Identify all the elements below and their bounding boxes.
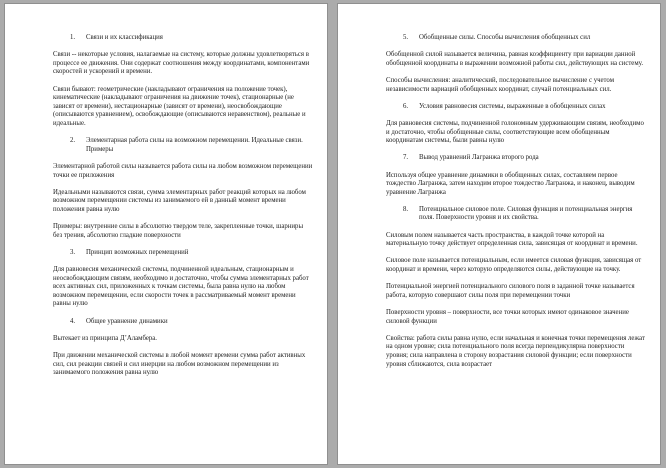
page-content [386,34,646,378]
section-heading [70,249,313,258]
paragraph: Для равновесия системы, подчиненной голономным удерживающим связям, необходимо и достаточно, чтобы обобщенные силы, соответствующие всем обобщенным координатам системы, были равны нулю [386,119,644,145]
heading-number: 2. [70,137,76,145]
heading-text: Элементарная работа силы на возможном перемещении. Идеальные связи. Примеры [86,137,303,153]
heading-text: Потенциальное силовое поле. Силовая функция и потенциальная энергия поля. Поверхности уровня и их свойства. [419,205,633,222]
heading-number: 5. [403,34,409,41]
heading-number: 7. [403,154,409,162]
paragraph: Поверхности уровня – поверхности, все точки которых имеют одинаковое значение силовой функции [386,309,629,325]
paragraph: Силовое поле называется потенциальным, если имеется силовая функция, зависящая от координат и времени, через которую определяются силы, действующие на точку. [386,257,642,274]
paragraph: Используя общее уравнение динамики в обобщенных силах, составляем первое тождество Лагранжа, затем находим второе тождество Лагранжа, и наконец, выводим уравнение Лагранжа [386,171,635,196]
heading-text: Обобщенные силы. Способы вычисления обобщенных сил [419,34,591,41]
heading-number: 6. [403,102,409,110]
section-heading [403,34,646,43]
paragraph: Идеальными называются связи, сумма элементарных работ реакций которых на любом возможном перемещении системы из занимаемого ей в данный момент времени положения равна нулю [53,188,306,213]
section-heading [70,318,313,327]
heading-number: 3. [70,248,76,256]
section-heading [403,154,646,163]
paragraph: Силовым полем называется часть пространства, в каждой точке которой на материальную точку действует определенная сила, зависящая от координат и времени. [386,231,638,248]
paragraph: Для равновесия механической системы, подчиненной идеальным, стационарным и неосвобождающим связям, необходимо и достаточно, чтобы сумма элементарных работ всех активных сил, приложенных к точкам системы, была равна нулю на любом возможном перемещении, если скорости точек в рассматриваемый момент времени равны нулю [53,266,309,308]
document-page-right [337,3,661,465]
paragraph: Связи -- некоторые условия, налагаемые на систему, которые должны удовлетворяться в процессе ее движения. Они содержат соотношения между координатами, компонентами скоростей и ускорений и времени. [53,51,310,76]
heading-number: 1. [70,34,76,41]
heading-text: Условия равновесия системы, выраженные в обобщенных силах [419,102,606,110]
heading-number: 4. [70,317,76,325]
paragraph: Связи бывают: геометрические (накладывают ограничения на положение точек), кинематические (накладывают ограничения на движение точек), стационарные (не зависят от времени), нестационарные (зависят от времени), неосвобождающие (описываются уравнением), освобождающие (описываются неравенством), реальные и идеальные. [53,85,306,127]
heading-text: Связи и их классификация [86,34,163,41]
section-heading [70,137,313,154]
paragraph: Свойства: работа силы равна нулю, если начальная и конечная точки перемещения лежат на одном уровне; сила потенциального поля всегда перпендикулярна поверхности уровня; сила направлена в сторону возрастания силовой функции; если поверхности уровня сближаются, сила возрастает [386,334,645,368]
section-heading [403,103,646,112]
section-heading [70,34,313,43]
heading-text: Принцип возможных перемещений [86,248,189,256]
paragraph: Обобщенной силой называется величина, равная коэффициенту при вариации данной обобщенной координаты в выражении возможной работы сил, действующих на систему. [386,51,644,67]
heading-text: Вывод уравнений Лагранжа второго рода [419,154,539,162]
section-heading [403,206,646,223]
paragraph: Элементарной работой силы называется работа силы на любом возможном перемещении точки ее приложения [53,162,313,179]
paragraph: Вытекает из принципа Д’Аламбера. [53,334,157,342]
document-page-left [4,3,328,465]
paragraph: При движении механической системы в любой момент времени сумма работ активных сил, сил реакции связей и сил инерции на любом возможном перемещении из занимаемого положения равна нулю [53,351,306,377]
paragraph: Потенциальной энергией потенциального силового поля в заданной точке называется работа, которую совершают силы поля при перемещении точки [386,283,635,299]
heading-text: Общее уравнение динамики [86,317,168,325]
paragraph: Способы вычисления: аналитический, последовательное вычисление с учетом независимости вариаций обобщенных координат, случай потенциальных сил. [386,76,615,93]
paragraph: Примеры: внутренние силы в абсолютно твердом теле, закрепленные точки, шарниры без трения, абсолютно гладкие поверхности [53,223,304,239]
heading-number: 8. [403,205,409,213]
page-content [53,34,313,386]
